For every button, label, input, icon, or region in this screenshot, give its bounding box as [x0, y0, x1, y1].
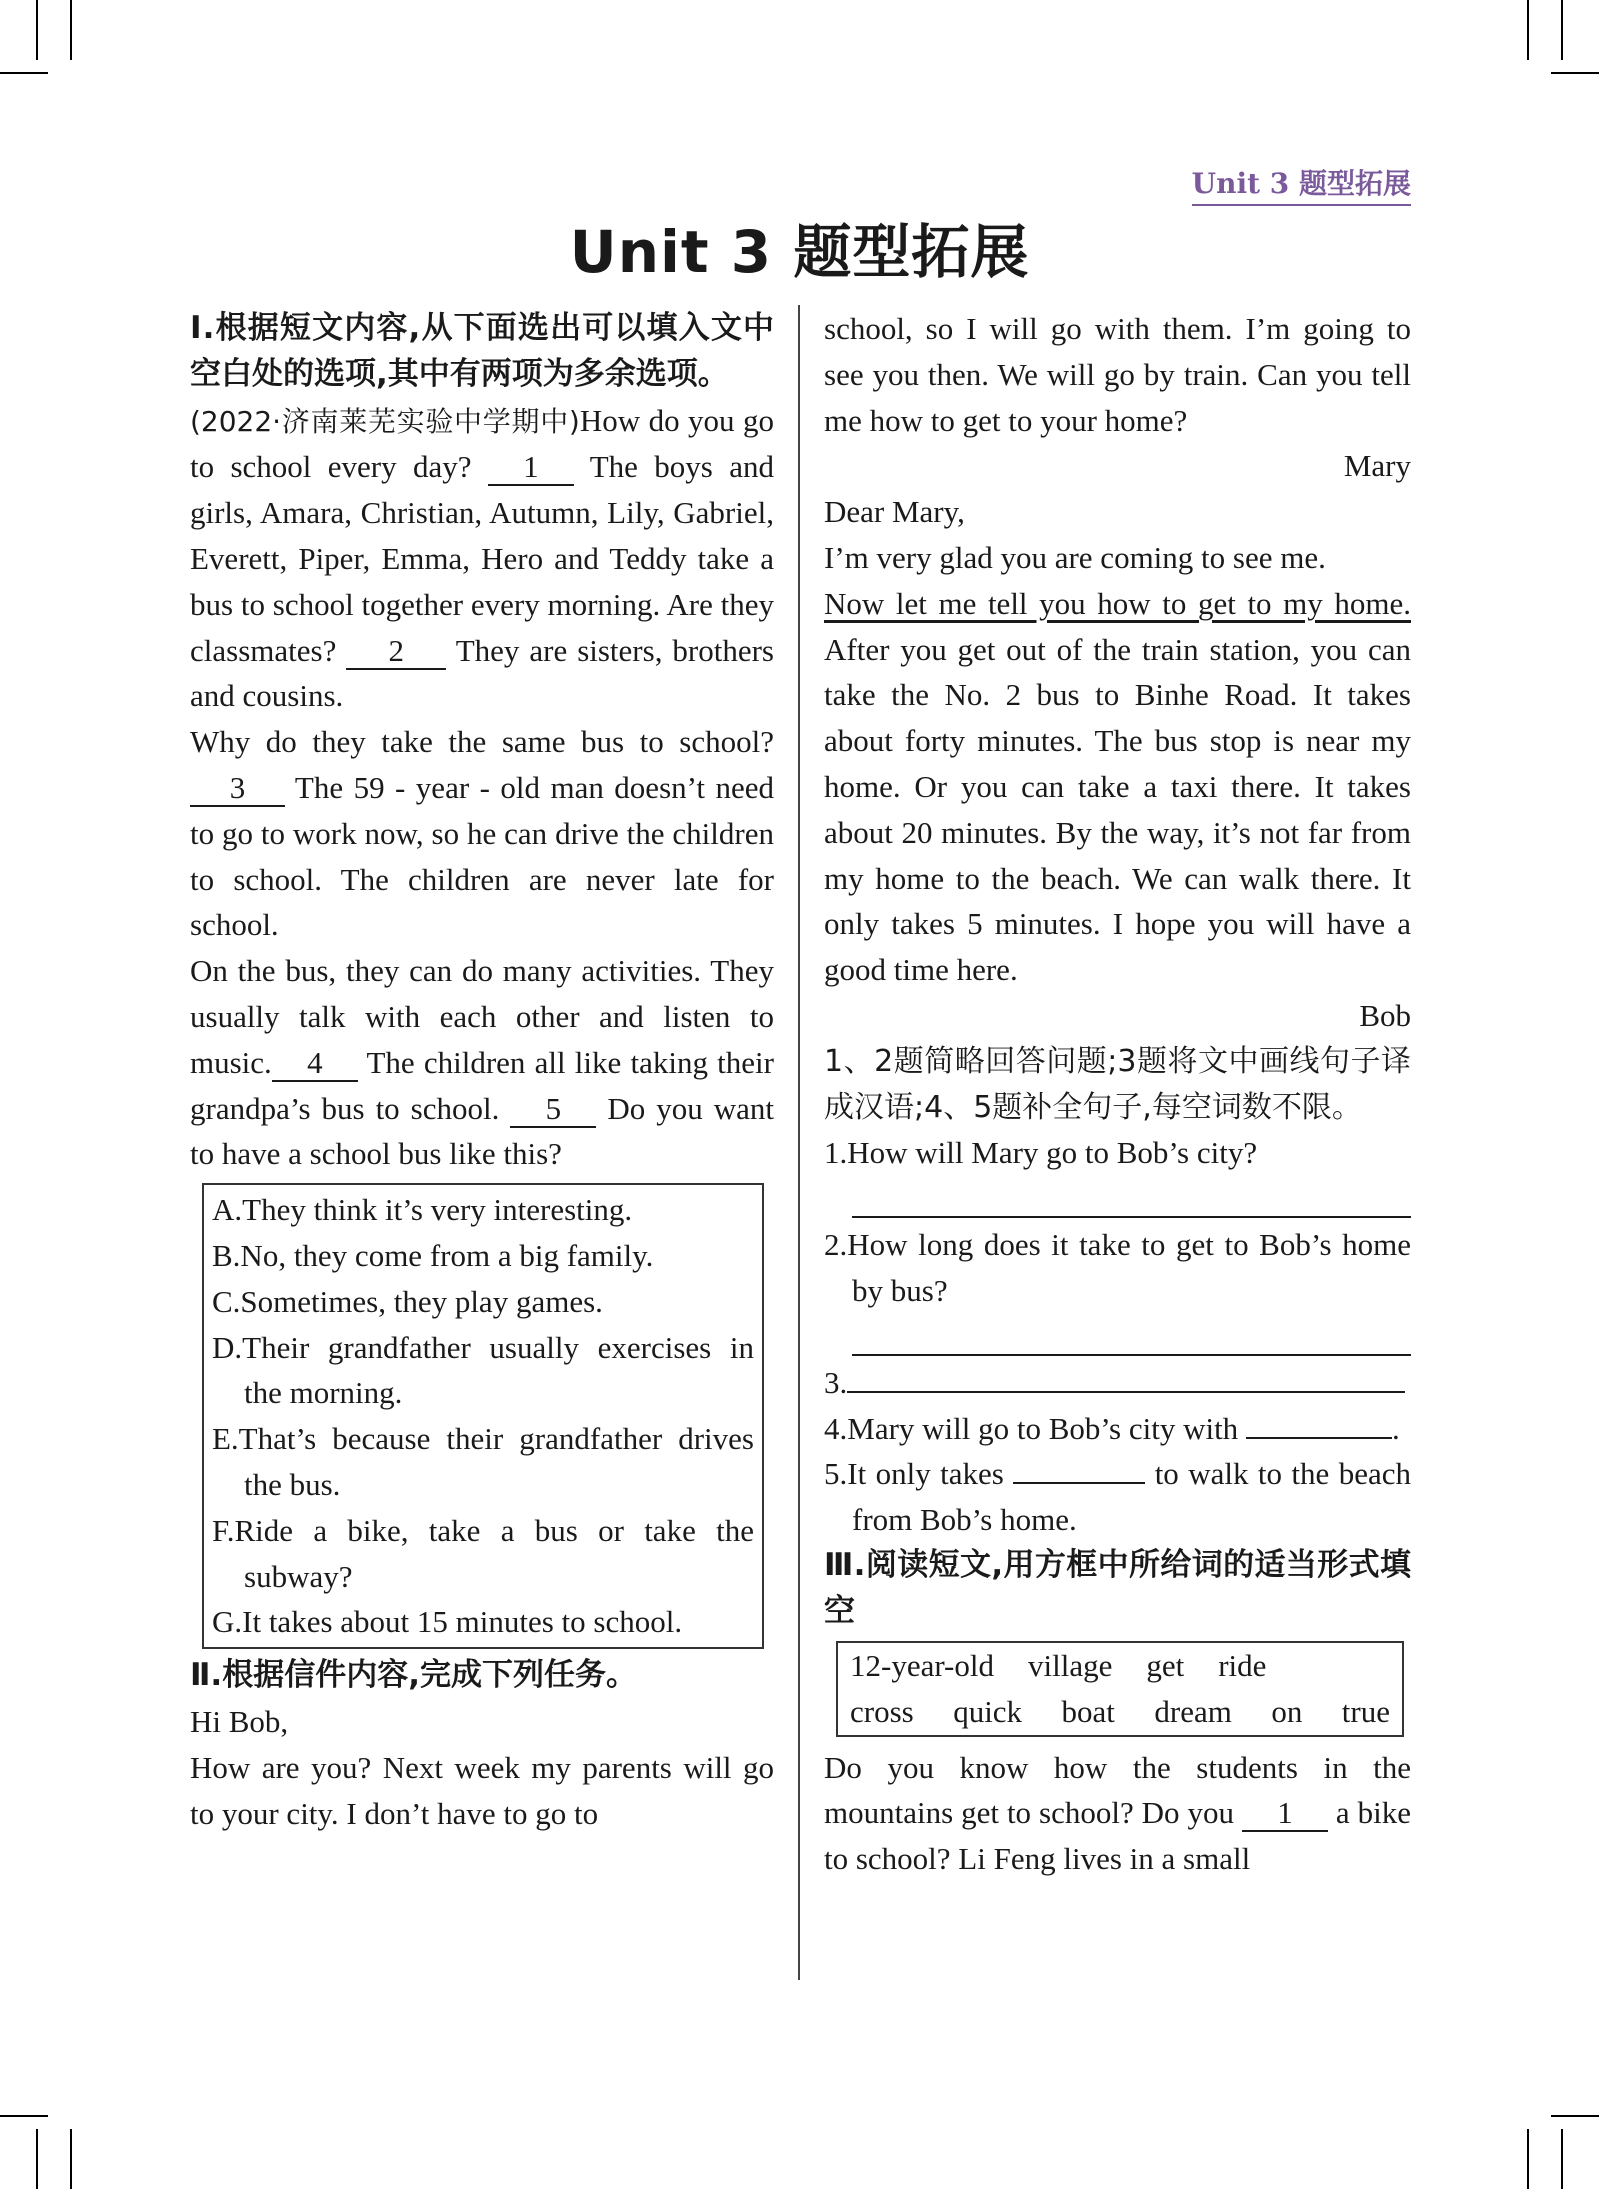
passage-text: The boys and girls, Amara, Christian, Autumn, Lily, Gabriel, Everett, Piper, Emma, Hero and Teddy take a bus to school together every morning. Are they classmates?	[190, 449, 774, 668]
answer-line-2[interactable]	[852, 1314, 1411, 1356]
passage-text: How do you go to school every day?	[190, 402, 774, 485]
blank-4[interactable]: 4	[272, 1046, 358, 1082]
column-divider	[798, 305, 800, 1980]
section1-paragraph-3	[190, 948, 774, 1177]
passage-text: a bike to school? Li Feng lives in a small	[824, 1795, 1411, 1877]
letter2-greeting: Dear Mary,	[824, 494, 965, 530]
word-bank-word: true	[1341, 1693, 1390, 1729]
question-4	[824, 1406, 1411, 1452]
option-g: G.It takes about 15 minutes to school.	[212, 1604, 683, 1640]
passage-text: The children all like taking their grandpa’s bus to school.	[190, 1044, 774, 1126]
option-a: A.They think it’s very interesting.	[212, 1192, 633, 1228]
running-header: Unit 3 题型拓展	[1192, 162, 1411, 206]
question-2: 2.How long does it take to get to Bob’s home by bus?	[824, 1227, 1411, 1308]
right-column	[824, 306, 1411, 1882]
crop-mark	[36, 0, 38, 60]
word-bank-row-1	[850, 1643, 1390, 1689]
word-bank-word: on	[1271, 1693, 1303, 1729]
answer-line-1[interactable]	[852, 1176, 1411, 1218]
section2-heading: Ⅱ.根据信件内容,完成下列任务。	[190, 1657, 637, 1694]
question-5-end: to walk to the beach from Bob’s home.	[852, 1456, 1412, 1538]
section1-paragraph-2	[190, 719, 774, 948]
letter1-body-part2: school, so I will go with them. I’m going to see you then. We will go by train. Can you tell me how to get to your home?	[824, 311, 1411, 438]
word-bank-box	[836, 1641, 1404, 1737]
underlined-sentence: Now let me tell you how to get to my home.	[824, 585, 1411, 621]
question-5	[824, 1451, 1411, 1543]
question-3	[824, 1360, 1411, 1406]
option-d: D.Their grandfather usually exercises in the morning.	[212, 1329, 754, 1411]
passage-text: The 59 - year - old man doesn’t need to go to work now, so he can drive the children to school. The children are never late for school.	[190, 769, 774, 943]
option-f: F.Ride a bike, take a bus or take the subway?	[212, 1512, 754, 1594]
crop-mark	[0, 2115, 48, 2117]
crop-mark	[1551, 2115, 1599, 2117]
crop-mark	[70, 0, 72, 60]
crop-mark	[0, 72, 48, 74]
task-instructions: 1、2题简略回答问题;3题将文中画线句子译成汉语;4、5题补全句子,每空词数不限。	[824, 1043, 1411, 1125]
letter2-signature: Bob	[1359, 997, 1411, 1033]
word-bank-word: cross	[850, 1693, 914, 1729]
source-note: (2022·济南莱芜实验中学期中)	[190, 404, 580, 438]
crop-mark	[1551, 72, 1599, 74]
crop-mark	[70, 2129, 72, 2189]
question-4-text: 4.Mary will go to Bob’s city with	[824, 1410, 1239, 1446]
answer-blank-5[interactable]	[1013, 1454, 1145, 1484]
answer-blank-4[interactable]	[1246, 1409, 1392, 1439]
letter2-line1: I’m very glad you are coming to see me.	[824, 539, 1326, 575]
question-4-end: .	[1391, 1410, 1400, 1446]
section3-heading: Ⅲ.阅读短文,用方框中所给词的适当形式填空	[824, 1546, 1411, 1629]
option-c: C.Sometimes, they play games.	[212, 1283, 603, 1319]
crop-mark	[1561, 0, 1563, 60]
word-bank-row-2	[850, 1689, 1390, 1735]
crop-mark	[36, 2129, 38, 2189]
blank-1[interactable]: 1	[488, 450, 574, 486]
word-bank-word: village	[1027, 1647, 1113, 1683]
crop-mark	[1527, 2129, 1529, 2189]
crop-mark	[1527, 0, 1529, 60]
passage-text: Why do they take the same bus to school?	[190, 724, 774, 760]
word-bank-word: boat	[1061, 1693, 1115, 1729]
left-column	[190, 306, 774, 1836]
crop-mark	[1561, 2129, 1563, 2189]
section3-paragraph	[824, 1745, 1411, 1882]
question-5-text: 5.It only takes	[824, 1456, 1004, 1492]
blank-5[interactable]: 5	[510, 1092, 596, 1128]
letter2-body	[824, 581, 1411, 993]
question-3-number: 3.	[824, 1364, 848, 1400]
blank-3[interactable]: 3	[190, 771, 285, 807]
letter1-greeting: Hi Bob,	[190, 1703, 289, 1739]
passage-text: They are sisters, brothers and cousins.	[190, 632, 774, 714]
word-bank-word: ride	[1218, 1647, 1267, 1683]
question-1: 1.How will Mary go to Bob’s city?	[824, 1135, 1258, 1171]
blank-2[interactable]: 2	[346, 634, 446, 670]
option-e: E.That’s because their grandfather drives the bus.	[212, 1421, 754, 1502]
options-box	[202, 1183, 764, 1649]
word-bank-word: get	[1146, 1647, 1185, 1683]
page-title: Unit 3 题型拓展	[569, 218, 1030, 286]
passage-text: Do you want to have a school bus like this?	[190, 1090, 775, 1172]
passage-text: On the bus, they can do many activities. They usually talk with each other and listen to music.	[190, 953, 774, 1080]
letter2-text: After you get out of the train station, you can take the No. 2 bus to Binhe Road. It takes about forty minutes. The bus stop is near my home. Or you can take a taxi there. It takes about 20 minutes. By the way, it’s not far from my home to the beach. We can walk there. It only takes 5 minutes. I hope you will have a good time here.	[824, 631, 1411, 988]
option-b: B.No, they come from a big family.	[212, 1237, 654, 1273]
letter1-signature: Mary	[1343, 448, 1411, 484]
section1-paragraph-1	[190, 398, 774, 720]
word-bank-word: 12-year-old	[850, 1647, 994, 1683]
word-bank-word: dream	[1154, 1693, 1232, 1729]
section3-blank-1[interactable]: 1	[1242, 1796, 1328, 1832]
section1-heading: Ⅰ.根据短文内容,从下面选出可以填入文中空白处的选项,其中有两项为多余选项。	[190, 310, 774, 392]
answer-line-3[interactable]	[847, 1361, 1405, 1393]
passage-text: Do you know how the students in the mountains get to school? Do you	[824, 1749, 1411, 1831]
letter1-body-part1: How are you? Next week my parents will go to your city. I don’t have to go to	[190, 1749, 774, 1831]
word-bank-word: quick	[953, 1693, 1023, 1729]
